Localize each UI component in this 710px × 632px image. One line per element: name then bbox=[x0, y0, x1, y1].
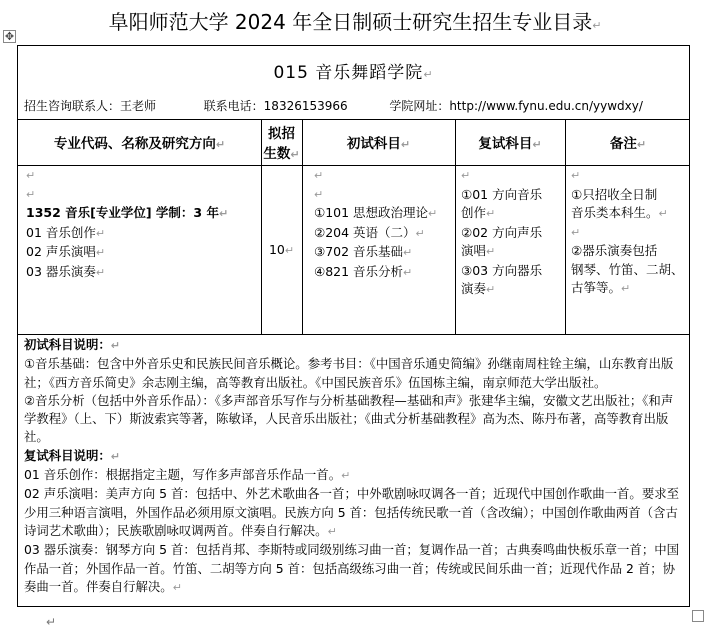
initial-notes-heading: 初试科目说明：↵ bbox=[24, 337, 120, 352]
direction-item: 02 声乐演唱↵ bbox=[26, 244, 106, 259]
college-title: 015 音乐舞蹈学院↵ bbox=[273, 63, 434, 83]
remarks-cell: ↵ ①只招收全日制 音乐类本科生。↵ ↵ ②器乐演奏包括 钢琴、竹笛、二胡、 古筝等。↵ bbox=[571, 169, 684, 295]
table-move-handle-icon[interactable]: ✥ bbox=[4, 30, 15, 43]
table-row-divider bbox=[18, 334, 689, 335]
subject-notes bbox=[24, 336, 684, 597]
header-major: 专业代码、名称及研究方向↵ bbox=[53, 136, 226, 152]
major-catalog-table bbox=[17, 45, 690, 607]
retest-note-instrumental: 03 器乐演奏：钢琴方向 5 首：包括肖邦、李斯特或同级别练习曲一首；复调作品一首；古典奏鸣曲快板乐章一首；中国作品一首；外国作品一首。竹笛、二胡等方向 5 首：包括高级练习曲一首；传统或民间乐曲一首；近现代作品 2 首；协奏曲一首。伴奏自行解决。↵ bbox=[24, 542, 679, 594]
contact-phone: 联系电话：18326153966 bbox=[203, 99, 348, 113]
college-website: 学院网址：http://www.fynu.edu.cn/yywdxy/ bbox=[389, 99, 643, 113]
table-row-divider bbox=[18, 119, 689, 120]
retest-subject-item: ①01 方向音乐 bbox=[461, 186, 543, 202]
retest-subject-item: ③03 方向器乐 bbox=[461, 262, 543, 278]
initial-subjects-cell: ↵ ↵ ①101 思想政治理论↵ ②204 英语（二）↵ ③702 音乐基础↵ ④821 音乐分析↵ bbox=[314, 167, 454, 282]
retest-subjects-cell: ↵ ①01 方向音乐 创作↵ ②02 方向声乐 演唱↵ ③03 方向器乐 演奏↵ bbox=[461, 167, 563, 300]
retest-note-composition: 01 音乐创作：根据指定主题，写作多声部音乐作品一首。↵ bbox=[24, 467, 351, 483]
major-name: 1352 音乐[专业学位] 学制：3 年↵ bbox=[26, 205, 229, 220]
retest-notes-heading: 复试科目说明：↵ bbox=[24, 447, 120, 463]
contact-info-row bbox=[24, 97, 643, 114]
quota-cell: 10↵ bbox=[268, 242, 295, 257]
initial-subject-item: ①101 思想政治理论↵ bbox=[314, 205, 438, 220]
initial-note-music-analysis: ②音乐分析（包括中外音乐作品）：《多声部音乐写作与分析基础教程—基础和声》张建华主编，安徽文艺出版社；《和声学教程》（上、下）斯波索宾等著，陈敏译，人民音乐出版社；《曲式分析基础教程》高为杰、陈丹布著，高等教育出版社。 bbox=[24, 392, 674, 445]
initial-subject-item: ②204 英语（二）↵ bbox=[314, 224, 425, 240]
direction-item: 03 器乐演奏↵ bbox=[26, 263, 106, 279]
direction-item: 01 音乐创作↵ bbox=[26, 224, 106, 240]
header-initial-subjects: 初试科目↵ bbox=[346, 136, 411, 152]
table-resize-handle-icon[interactable] bbox=[692, 610, 704, 622]
major-cell: ↵ ↵ 1352 音乐[专业学位] 学制：3 年↵ 01 音乐创作↵ 02 声乐演唱↵ 03 器乐演奏↵ bbox=[26, 167, 258, 282]
initial-note-music-basics: ①音乐基础：包含中外音乐史和民族民间音乐概论。参考书目：《中国音乐通史简编》孙继南周柱铨主编，山东教育出版社；《西方音乐简史》余志刚主编，高等教育出版社。《中国民族音乐》伍国栋主编，南京师范大学出版社。 bbox=[24, 356, 674, 390]
header-retest-subjects: 复试科目↵ bbox=[478, 136, 542, 152]
document-title: 阜阳师范大学 2024 年全日制硕士研究生招生专业目录↵ bbox=[108, 10, 602, 34]
retest-subject-item: ②02 方向声乐 bbox=[461, 224, 543, 240]
retest-note-vocal: 02 声乐演唱：美声方向 5 首：包括中、外艺术歌曲各一首；中外歌剧咏叹调各一首；近现代中国创作歌曲一首。要求至少用三种语言演唱，外国作品必须用原文演唱。民族方向 5 首：包括传统民歌一首（含改编）；中国创作歌曲两首（含古诗词艺术歌曲）；民族歌剧咏叹调两首。伴奏自行解决。↵ bbox=[24, 486, 679, 538]
header-quota: 拟招 生数↵ bbox=[263, 126, 300, 162]
initial-subject-item: ③702 音乐基础↵ bbox=[314, 244, 413, 259]
contact-person: 招生咨询联系人：王老师 bbox=[24, 99, 157, 113]
table-row-divider bbox=[18, 165, 689, 166]
header-remarks: 备注↵ bbox=[609, 136, 647, 152]
initial-subject-item: ④821 音乐分析↵ bbox=[314, 263, 413, 279]
paragraph-mark: ↵ bbox=[46, 615, 57, 629]
